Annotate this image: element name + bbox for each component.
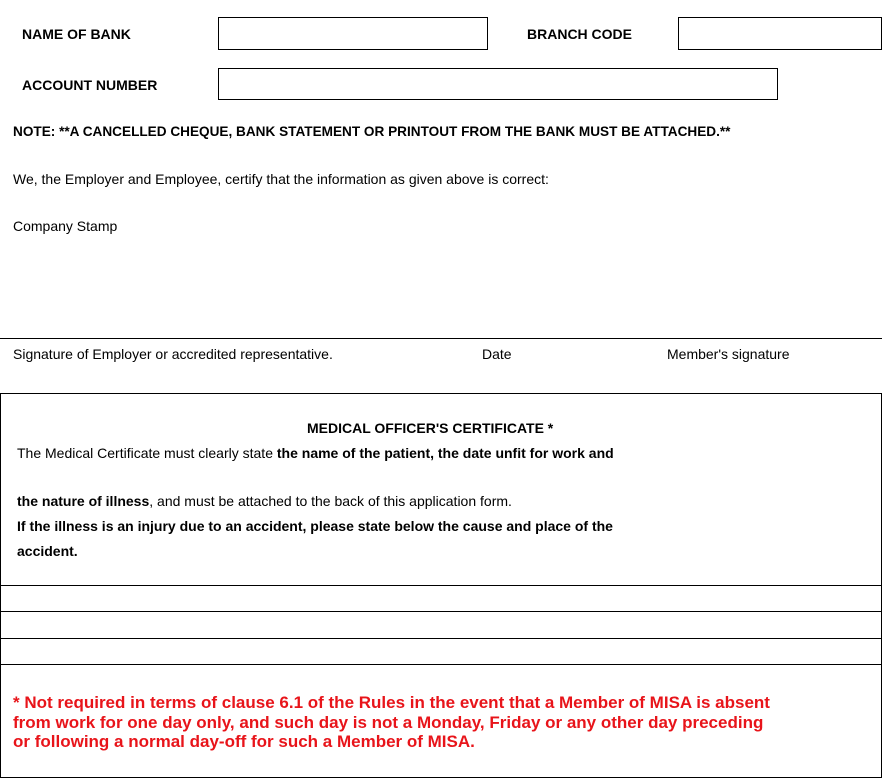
- medical-line-3: If the illness is an injury due to an accident, please state below the cause and place of the: [17, 518, 613, 534]
- date-label: Date: [482, 346, 512, 362]
- medical-line-2-normal: , and must be attached to the back of this application form.: [149, 493, 512, 509]
- account-number-label: ACCOUNT NUMBER: [22, 77, 158, 93]
- answer-line[interactable]: [0, 585, 882, 586]
- bank-name-field[interactable]: [218, 17, 488, 50]
- medical-line-1: [17, 445, 614, 461]
- footnote-line-1: * Not required in terms of clause 6.1 of the Rules in the event that a Member of MISA is absent: [13, 693, 770, 712]
- medical-certificate-title: MEDICAL OFFICER'S CERTIFICATE *: [307, 420, 554, 436]
- footnote-line-3: or following a normal day-off for such a Member of MISA.: [13, 732, 475, 751]
- answer-line[interactable]: [0, 664, 882, 665]
- certification-text: We, the Employer and Employee, certify that the information as given above is correct:: [13, 171, 549, 187]
- footnote: [13, 693, 770, 752]
- medical-line-2-bold: the nature of illness: [17, 493, 150, 509]
- medical-line-2: [17, 493, 512, 509]
- medical-line-1-bold: the name of the patient, the date unfit for work and: [276, 445, 614, 461]
- medical-line-1-normal: The Medical Certificate must clearly state: [17, 445, 277, 461]
- branch-code-label: BRANCH CODE: [527, 26, 632, 42]
- answer-line[interactable]: [0, 611, 882, 612]
- employer-signature-label: Signature of Employer or accredited representative.: [13, 346, 333, 362]
- company-stamp-label: Company Stamp: [13, 218, 118, 234]
- medical-line-4: accident.: [17, 543, 78, 559]
- answer-line[interactable]: [0, 638, 882, 639]
- footnote-line-2: from work for one day only, and such day is not a Monday, Friday or any other day preceding: [13, 712, 764, 732]
- bank-name-label: NAME OF BANK: [22, 26, 131, 42]
- branch-code-field[interactable]: [678, 17, 882, 50]
- attachment-note: NOTE: **A CANCELLED CHEQUE, BANK STATEMENT OR PRINTOUT FROM THE BANK MUST BE ATTACHED.**: [13, 124, 731, 139]
- member-signature-label: Member's signature: [667, 346, 790, 362]
- account-number-field[interactable]: [218, 68, 778, 100]
- signature-line: [0, 338, 882, 339]
